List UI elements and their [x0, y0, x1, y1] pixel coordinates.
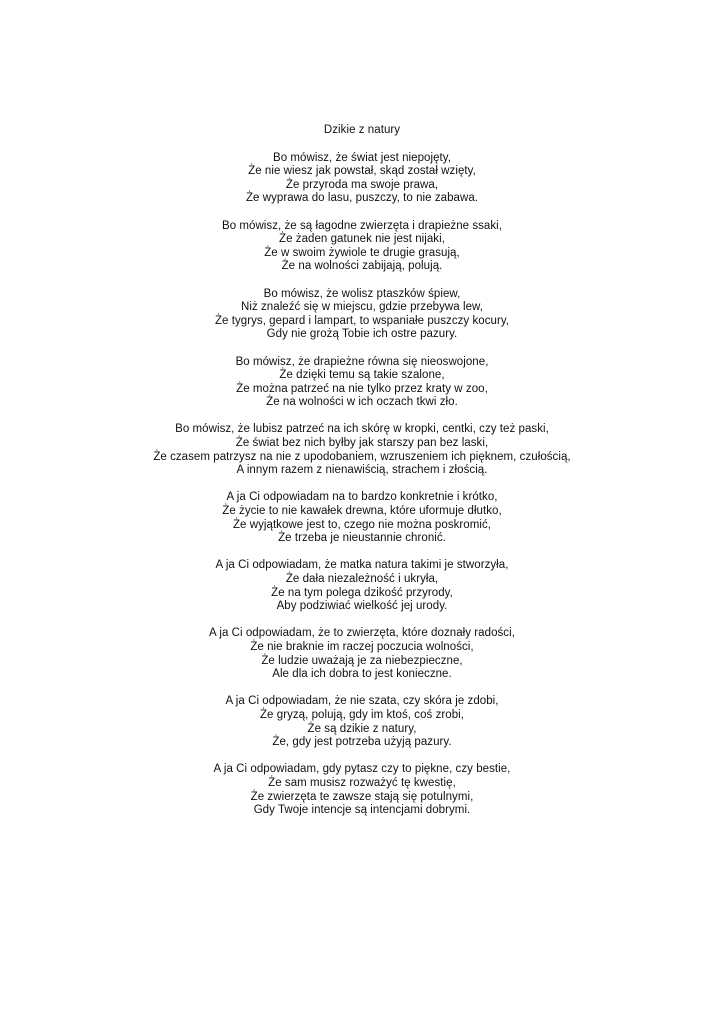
poem-line: Bo mówisz, że świat jest niepojęty,	[273, 151, 451, 164]
poem-body	[0, 152, 724, 818]
poem-line: Że ludzie uważają je za niebezpieczne,	[261, 654, 463, 667]
poem-line: Że czasem patrzysz na nie z upodobaniem, wzruszeniem ich pięknem, czułością,	[153, 450, 571, 463]
poem-line: Że tygrys, gepard i lampart, to wspaniałe puszczy kocury,	[214, 314, 510, 327]
poem-line: Że w swoim żywiole te drugie grasują,	[264, 246, 460, 259]
poem-line: Że trzeba je nieustannie chronić.	[278, 532, 446, 545]
poem-line: A ja Ci odpowiadam, gdy pytasz czy to piękne, czy bestie,	[213, 763, 511, 776]
poem-line: Że zwierzęta te zawsze stają się potulnymi,	[250, 790, 474, 803]
poem-line: Niż znaleźć się w miejscu, gdzie przebywa lew,	[241, 301, 483, 314]
poem-line: A ja Ci odpowiadam na to bardzo konkretnie i krótko,	[226, 491, 498, 504]
poem-line: Że żaden gatunek nie jest nijaki,	[279, 233, 445, 246]
poem-line: Gdy Twoje intencje są intencjami dobrymi.	[253, 804, 471, 817]
poem-line: Że przyroda ma swoje prawa,	[285, 178, 439, 191]
poem-line: Że wyjątkowe jest to, czego nie można poskromić,	[232, 518, 492, 531]
poem-line: Że wyprawa do lasu, puszczy, to nie zabawa.	[245, 192, 479, 205]
poem-line: Gdy nie grożą Tobie ich ostre pazury.	[266, 328, 458, 341]
stanza	[0, 288, 724, 342]
poem-line: Że dzięki temu są takie szalone,	[279, 369, 445, 382]
stanza	[0, 763, 724, 817]
poem-line: Bo mówisz, że drapieżne równa się nieoswojone,	[235, 355, 489, 368]
poem-line: Że można patrzeć na nie tylko przez kraty w zoo,	[236, 382, 488, 395]
poem-line: Że na wolności w ich oczach tkwi zło.	[266, 396, 458, 409]
poem-line: Że są dzikie z natury,	[307, 722, 417, 735]
stanza	[0, 356, 724, 410]
poem-line: A ja Ci odpowiadam, że nie szata, czy skóra je zdobi,	[225, 695, 499, 708]
poem-line: Ale dla ich dobra to jest konieczne.	[272, 668, 452, 681]
poem-line: Bo mówisz, że wolisz ptaszków śpiew,	[263, 287, 461, 300]
stanza	[0, 695, 724, 749]
poem-line: Że nie braknie im raczej poczucia wolności,	[250, 640, 474, 653]
poem-line: Bo mówisz, że lubisz patrzeć na ich skórę w kropki, centki, czy też paski,	[175, 423, 549, 436]
poem-line: Bo mówisz, że są łagodne zwierzęta i drapieżne ssaki,	[221, 219, 503, 232]
stanza	[0, 491, 724, 545]
poem-line: Aby podziwiać wielkość jej urody.	[276, 600, 448, 613]
stanza	[0, 152, 724, 206]
poem-line: A innym razem z nienawiścią, strachem i złością.	[236, 464, 488, 477]
poem-line: Że, gdy jest potrzeba użyją pazury.	[272, 736, 452, 749]
poem-title: Dzikie z natury	[323, 124, 401, 136]
poem-line: Że życie to nie kawałek drewna, które uformuje dłutko,	[222, 505, 502, 518]
poem-line: Że nie wiesz jak powstał, skąd został wzięty,	[248, 165, 476, 178]
poem-line: Że gryzą, polują, gdy im ktoś, coś zrobi,	[259, 708, 465, 721]
poem-line: A ja Ci odpowiadam, że to zwierzęta, które doznały radości,	[209, 627, 515, 640]
poem-line: Że dała niezależność i ukryła,	[285, 573, 439, 585]
poem-line: Że świat bez nich byłby jak starszy pan bez laski,	[235, 437, 489, 450]
poem-line: Że na tym polega dzikość przyrody,	[271, 586, 453, 599]
stanza	[0, 559, 724, 613]
stanza	[0, 627, 724, 681]
poem	[0, 124, 724, 831]
stanza	[0, 423, 724, 477]
stanza	[0, 220, 724, 274]
poem-line: A ja Ci odpowiadam, że matka natura takimi je stworzyła,	[215, 559, 509, 572]
poem-line: Że sam musisz rozważyć tę kwestię,	[268, 776, 456, 789]
poem-line: Że na wolności zabijają, polują.	[281, 260, 443, 273]
